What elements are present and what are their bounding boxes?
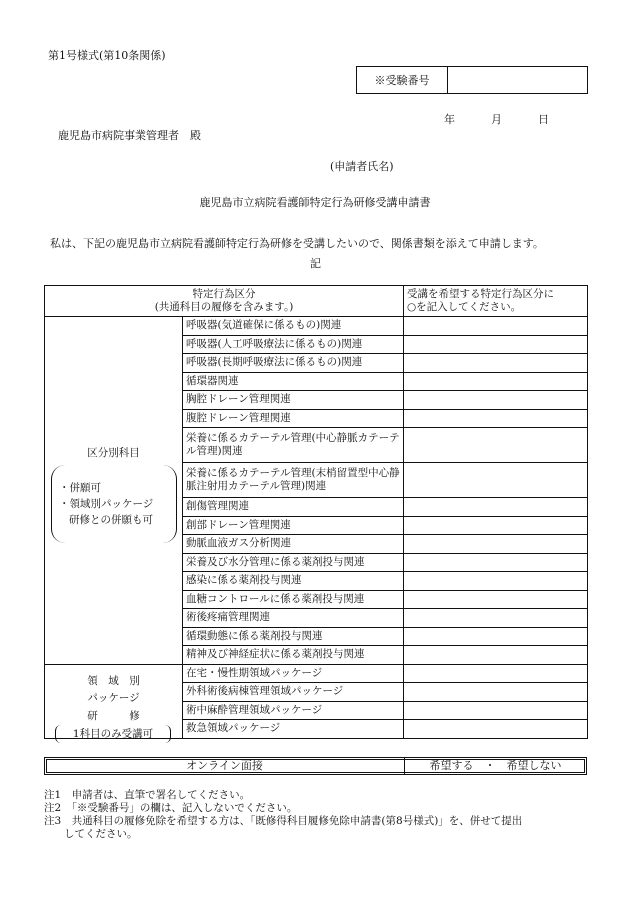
subject-name: 循環器関連 bbox=[183, 372, 404, 391]
subject-select[interactable] bbox=[404, 572, 588, 591]
online-interview-options[interactable]: 希望する ・ 希望しない bbox=[429, 759, 562, 772]
subject-select[interactable] bbox=[404, 409, 588, 428]
package-label bbox=[45, 673, 182, 707]
package-name: 外科術後病棟管理領域パッケージ bbox=[183, 683, 404, 702]
exam-number-box bbox=[356, 66, 588, 94]
note: 注3 共通科目の履修免除を希望する方は、「既修得科目履修免除申請書(第8号様式)」を、併せて提出 bbox=[44, 815, 523, 827]
subject-name: 胸腔ドレーン管理関連 bbox=[183, 391, 404, 410]
subject-table bbox=[44, 285, 588, 739]
subject-select[interactable] bbox=[404, 428, 588, 463]
note: 注1 申請者は、直筆で署名してください。 bbox=[44, 789, 251, 801]
subject-name: 血糖コントロールに係る薬剤投与関連 bbox=[183, 590, 404, 609]
package-label-line: パッケージ bbox=[87, 691, 140, 704]
category-notes bbox=[59, 480, 153, 528]
subject-name: 栄養に係るカテーテル管理(中心静脈カテーテル管理)関連 bbox=[183, 428, 404, 463]
package-select[interactable] bbox=[404, 683, 588, 702]
subject-name: 呼吸器(人工呼吸療法に係るもの)関連 bbox=[183, 335, 404, 354]
subject-name: 感染に係る薬剤投与関連 bbox=[183, 572, 404, 591]
subject-select[interactable] bbox=[404, 516, 588, 535]
subject-select[interactable] bbox=[404, 498, 588, 517]
exam-number-field[interactable] bbox=[448, 67, 587, 93]
package-note: 1科目のみ受講可 bbox=[55, 725, 171, 743]
package-name: 術中麻酔管理領域パッケージ bbox=[183, 701, 404, 720]
online-interview-row bbox=[44, 757, 587, 775]
note: してください。 bbox=[64, 828, 138, 840]
subject-select[interactable] bbox=[404, 590, 588, 609]
header-select-col bbox=[404, 286, 588, 317]
header-subject-area bbox=[45, 286, 404, 317]
subject-select[interactable] bbox=[404, 553, 588, 572]
date-month: 月 bbox=[491, 113, 502, 126]
ki-mark: 記 bbox=[310, 257, 321, 270]
package-label-line: 研 修 bbox=[87, 709, 140, 722]
category-note: ・併願可 bbox=[59, 482, 101, 494]
category-title: 区分別科目 bbox=[87, 447, 140, 459]
subject-select[interactable] bbox=[404, 372, 588, 391]
package-cell bbox=[45, 664, 183, 738]
subject-select[interactable] bbox=[404, 354, 588, 373]
header-col2-line2: ○を記入してください。 bbox=[407, 301, 522, 313]
subject-select[interactable] bbox=[404, 317, 588, 336]
package-select[interactable] bbox=[404, 664, 588, 683]
header-col1-line2: (共通科目の履修を含みます。) bbox=[154, 301, 294, 313]
subject-name: 栄養及び水分管理に係る薬剤投与関連 bbox=[183, 553, 404, 572]
subject-select[interactable] bbox=[404, 627, 588, 646]
form-number: 第1号様式(第10条関係) bbox=[48, 49, 166, 62]
subject-select[interactable] bbox=[404, 535, 588, 554]
subject-name: 呼吸器(気道確保に係るもの)関連 bbox=[183, 317, 404, 336]
subject-name: 呼吸器(長期呼吸療法に係るもの)関連 bbox=[183, 354, 404, 373]
subject-name: 栄養に係るカテーテル管理(末梢留置型中心静脈注射用カテーテル管理)関連 bbox=[183, 463, 404, 498]
subject-select[interactable] bbox=[404, 609, 588, 628]
category-note: ・領域別パッケージ bbox=[59, 498, 154, 510]
notes bbox=[44, 789, 589, 841]
subject-name: 術後疼痛管理関連 bbox=[183, 609, 404, 628]
package-name: 在宅・慢性期領域パッケージ bbox=[183, 664, 404, 683]
subject-select[interactable] bbox=[404, 646, 588, 665]
subject-select[interactable] bbox=[404, 335, 588, 354]
category-note: 研修との併願も可 bbox=[69, 514, 153, 526]
exam-number-label: ※受験番号 bbox=[357, 67, 448, 93]
header-col2-line1: 受講を希望する特定行為区分に bbox=[407, 288, 555, 300]
statement: 私は、下記の鹿児島市立病院看護師特定行為研修を受講したいので、関係書類を添えて申請します。 bbox=[50, 237, 544, 250]
online-interview-label: オンライン面接 bbox=[45, 758, 405, 774]
applicant-label: (申請者氏名) bbox=[330, 160, 394, 173]
package-select[interactable] bbox=[404, 720, 588, 739]
subject-select[interactable] bbox=[404, 463, 588, 498]
addressee: 鹿児島市病院事業管理者 殿 bbox=[58, 129, 201, 142]
subject-name: 腹腔ドレーン管理関連 bbox=[183, 409, 404, 428]
date-day: 日 bbox=[538, 113, 549, 126]
subject-select[interactable] bbox=[404, 391, 588, 410]
category-cell bbox=[45, 317, 183, 665]
package-select[interactable] bbox=[404, 701, 588, 720]
subject-name: 精神及び神経症状に係る薬剤投与関連 bbox=[183, 646, 404, 665]
subject-name: 動脈血液ガス分析関連 bbox=[183, 535, 404, 554]
subject-name: 循環動態に係る薬剤投与関連 bbox=[183, 627, 404, 646]
package-name: 救急領域パッケージ bbox=[183, 720, 404, 739]
subject-name: 創部ドレーン管理関連 bbox=[183, 516, 404, 535]
header-col1-line1: 特定行為区分 bbox=[192, 288, 256, 300]
page-title: 鹿児島市立病院看護師特定行為研修受講申請書 bbox=[199, 196, 431, 209]
date-year: 年 bbox=[444, 113, 455, 126]
package-label-line: 領 域 別 bbox=[87, 674, 140, 687]
subject-name: 創傷管理関連 bbox=[183, 498, 404, 517]
note: 注2 「※受験番号」の欄は、記入しないでください。 bbox=[44, 802, 298, 814]
